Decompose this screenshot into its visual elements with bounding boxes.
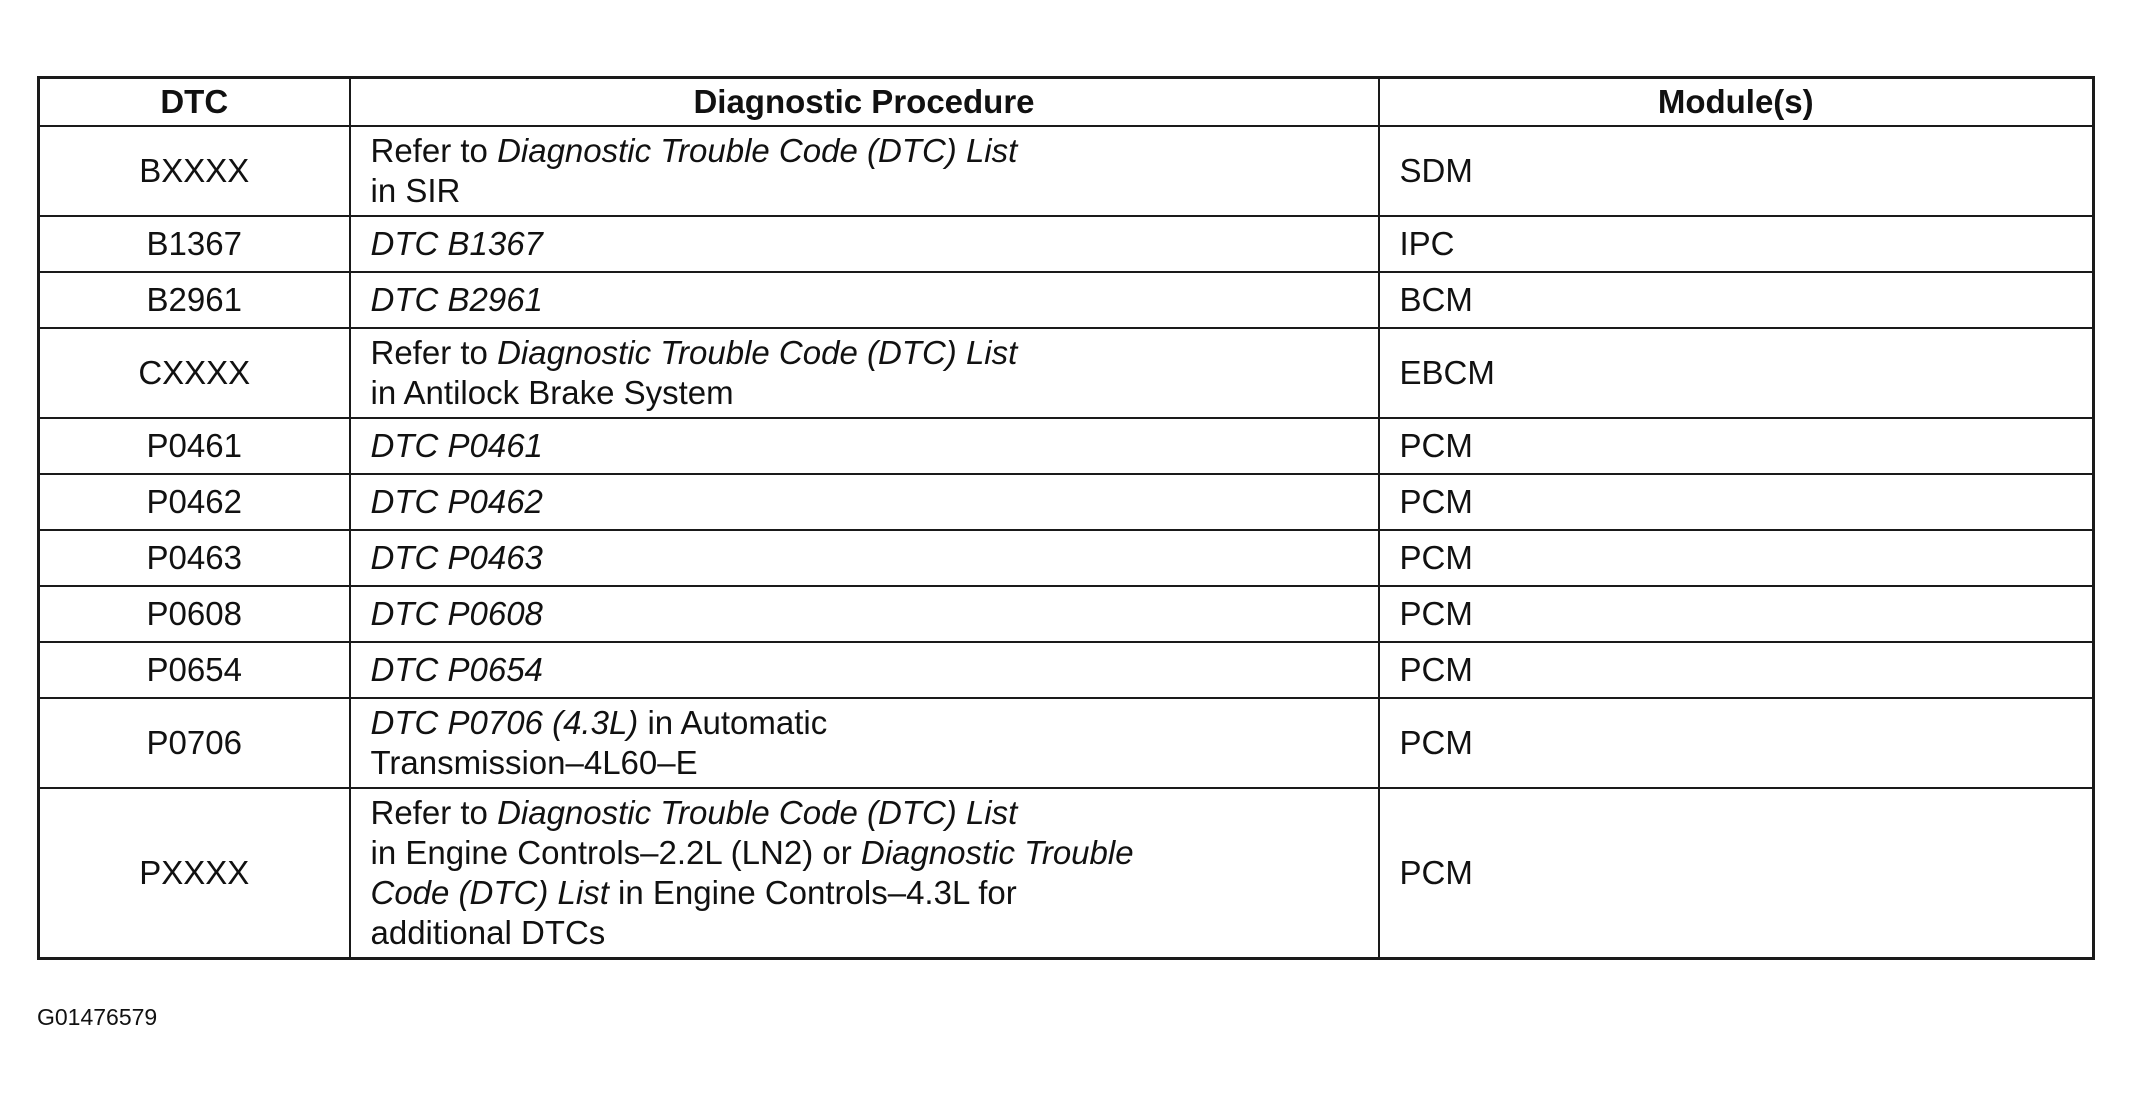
figure-id-label: G01476579 <box>37 1004 158 1030</box>
procedure-line <box>371 280 1358 320</box>
dtc-code-cell: P0706 <box>39 698 350 788</box>
procedure-reference-text: DTC P0461 <box>370 427 543 464</box>
header-modules: Module(s) <box>1379 78 2094 127</box>
diagnostic-procedure-cell <box>350 216 1379 272</box>
procedure-line <box>371 793 1358 833</box>
diagnostic-procedure-cell <box>350 418 1379 474</box>
procedure-line <box>371 482 1358 522</box>
procedure-text: Refer to <box>370 132 498 169</box>
table-row <box>39 788 2094 959</box>
module-cell: SDM <box>1379 126 2094 216</box>
dtc-code-cell: B2961 <box>39 272 350 328</box>
dtc-code-cell: B1367 <box>39 216 350 272</box>
table-row <box>39 216 2094 272</box>
procedure-line <box>371 373 1358 413</box>
module-cell: PCM <box>1379 474 2094 530</box>
dtc-code-cell: P0461 <box>39 418 350 474</box>
module-cell: PCM <box>1379 530 2094 586</box>
table-row <box>39 474 2094 530</box>
procedure-text: in Engine Controls–4.3L for <box>608 874 1017 911</box>
procedure-text: additional DTCs <box>370 914 606 951</box>
header-diagnostic-procedure: Diagnostic Procedure <box>350 78 1379 127</box>
module-cell: PCM <box>1379 698 2094 788</box>
module-cell: PCM <box>1379 642 2094 698</box>
diagnostic-procedure-cell <box>350 788 1379 959</box>
module-cell: IPC <box>1379 216 2094 272</box>
procedure-reference-text: DTC P0608 <box>370 595 543 632</box>
procedure-reference-text: DTC P0462 <box>370 483 543 520</box>
dtc-table <box>37 76 2095 960</box>
dtc-code-cell: PXXXX <box>39 788 350 959</box>
dtc-code-cell: CXXXX <box>39 328 350 418</box>
module-cell: BCM <box>1379 272 2094 328</box>
table-body <box>39 126 2094 959</box>
dtc-code-cell: P0462 <box>39 474 350 530</box>
header-dtc: DTC <box>39 78 350 127</box>
procedure-line <box>371 171 1358 211</box>
procedure-reference-text: Diagnostic Trouble Code (DTC) List <box>497 794 1018 831</box>
procedure-line <box>371 333 1358 373</box>
procedure-reference-text: DTC B2961 <box>370 281 543 318</box>
dtc-code-cell: P0463 <box>39 530 350 586</box>
diagnostic-procedure-cell <box>350 328 1379 418</box>
module-cell: EBCM <box>1379 328 2094 418</box>
table-row <box>39 642 2094 698</box>
table-row <box>39 272 2094 328</box>
diagnostic-procedure-cell <box>350 126 1379 216</box>
table-row <box>39 698 2094 788</box>
procedure-line <box>371 703 1358 743</box>
procedure-reference-text: DTC P0654 <box>370 651 543 688</box>
dtc-code-cell: P0608 <box>39 586 350 642</box>
procedure-line <box>371 833 1358 873</box>
table-row <box>39 418 2094 474</box>
module-cell: PCM <box>1379 586 2094 642</box>
procedure-reference-text: Diagnostic Trouble Code (DTC) List <box>497 334 1018 371</box>
dtc-code-cell: BXXXX <box>39 126 350 216</box>
procedure-reference-text: DTC B1367 <box>370 225 543 262</box>
procedure-reference-text: DTC P0706 (4.3L) <box>370 704 639 741</box>
table-row <box>39 530 2094 586</box>
module-cell: PCM <box>1379 788 2094 959</box>
procedure-line <box>371 224 1358 264</box>
procedure-reference-text: Diagnostic Trouble <box>860 834 1134 871</box>
procedure-reference-text: Code (DTC) List <box>370 874 609 911</box>
procedure-text: in Engine Controls–2.2L (LN2) or <box>370 834 861 871</box>
procedure-text: in SIR <box>370 172 461 209</box>
table-row <box>39 126 2094 216</box>
procedure-line <box>371 913 1358 953</box>
procedure-line <box>371 650 1358 690</box>
procedure-reference-text: Diagnostic Trouble Code (DTC) List <box>497 132 1018 169</box>
diagnostic-procedure-cell <box>350 474 1379 530</box>
diagnostic-procedure-cell <box>350 586 1379 642</box>
procedure-line <box>371 426 1358 466</box>
procedure-text: Transmission–4L60–E <box>370 744 698 781</box>
procedure-reference-text: DTC P0463 <box>370 539 543 576</box>
procedure-text: Refer to <box>370 794 498 831</box>
procedure-line <box>371 538 1358 578</box>
procedure-text: in Automatic <box>638 704 828 741</box>
procedure-line <box>371 131 1358 171</box>
table-row <box>39 328 2094 418</box>
procedure-text: in Antilock Brake System <box>370 374 734 411</box>
procedure-line <box>371 594 1358 634</box>
procedure-line <box>371 873 1358 913</box>
diagnostic-procedure-cell <box>350 698 1379 788</box>
procedure-line <box>371 743 1358 783</box>
diagnostic-procedure-cell <box>350 530 1379 586</box>
diagnostic-procedure-cell <box>350 642 1379 698</box>
table-row <box>39 586 2094 642</box>
diagnostic-procedure-cell <box>350 272 1379 328</box>
dtc-code-cell: P0654 <box>39 642 350 698</box>
procedure-text: Refer to <box>370 334 498 371</box>
module-cell: PCM <box>1379 418 2094 474</box>
table-header-row <box>39 78 2094 127</box>
